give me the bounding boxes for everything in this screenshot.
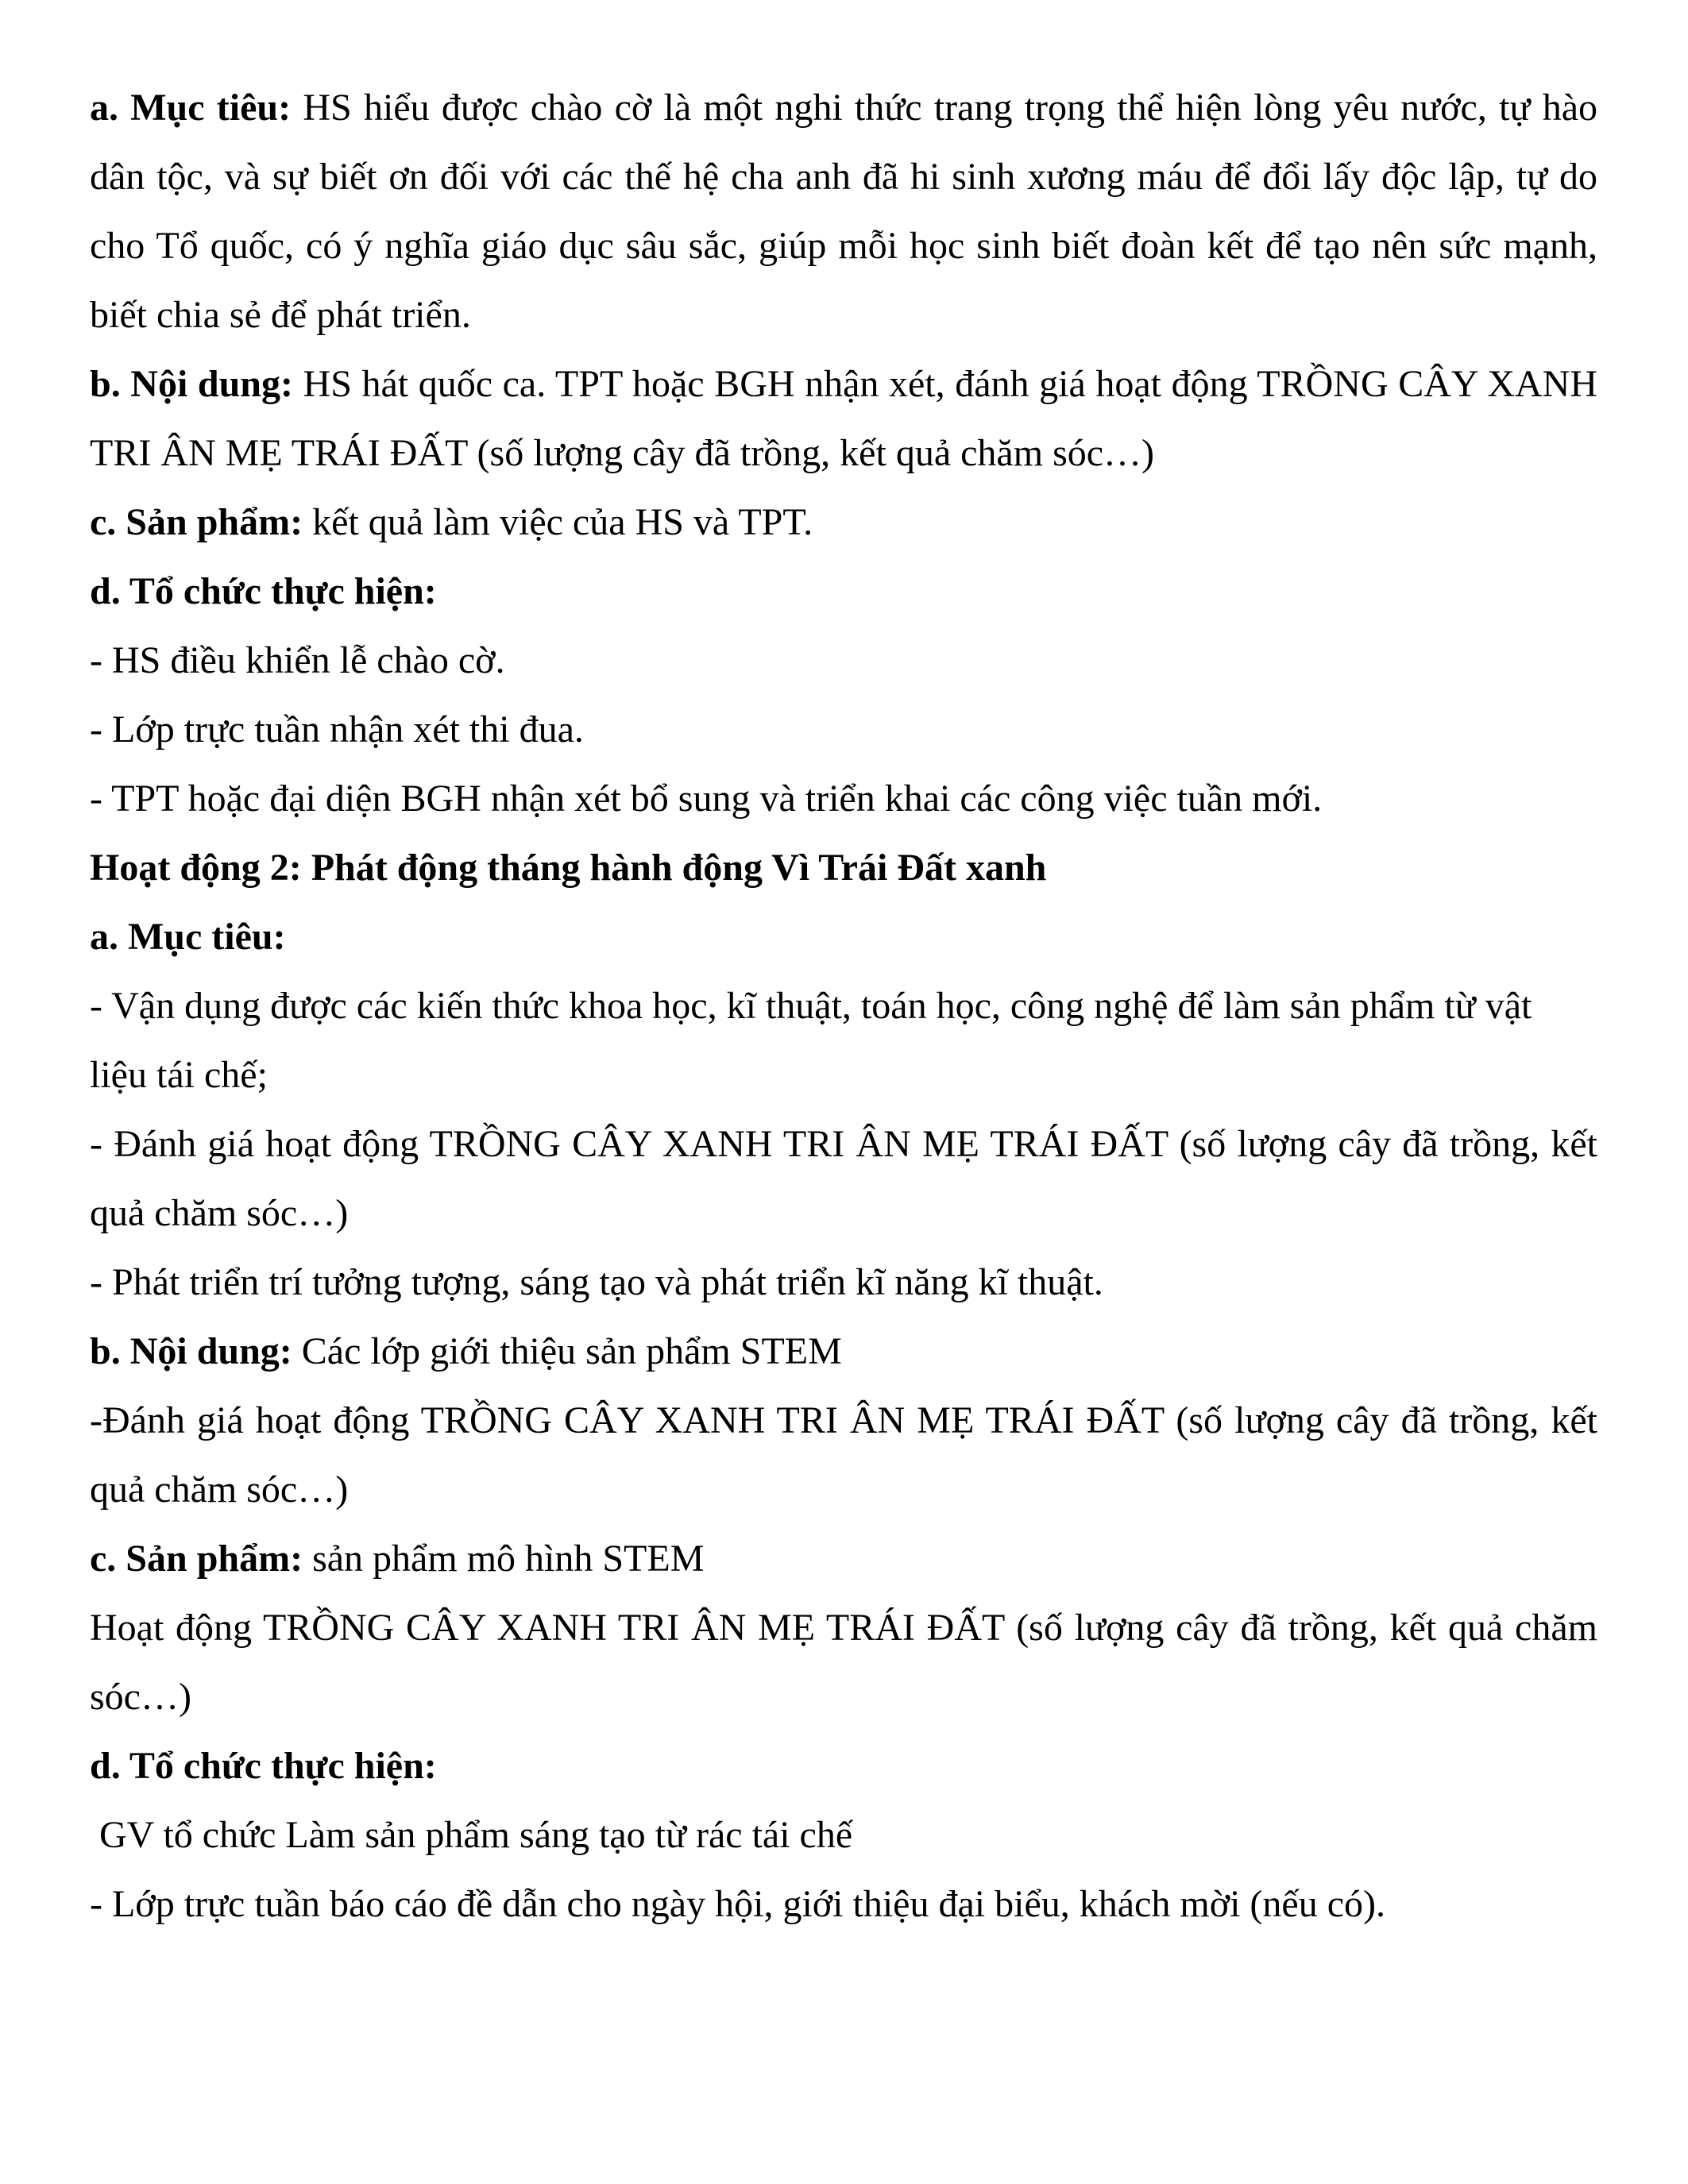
para-san-pham-c bbox=[90, 488, 1597, 557]
para-text: - TPT hoặc đại diện BGH nhận xét bổ sung và triển khai các công việc tuần mới. bbox=[90, 778, 1323, 820]
para-text: sản phẩm mô hình STEM bbox=[312, 1538, 705, 1580]
para-text: kết quả làm việc của HS và TPT. bbox=[312, 501, 813, 543]
para-dash-chao-co bbox=[90, 626, 1597, 695]
para-hoat-dong-trong-cay bbox=[90, 1593, 1597, 1731]
para-dash-danh-gia-2 bbox=[90, 1386, 1597, 1524]
para-text: Các lớp giới thiệu sản phẩm STEM bbox=[301, 1330, 842, 1372]
para-text: - Lớp trực tuần báo cáo đề dẫn cho ngày hội, giới thiệu đại biểu, khách mời (nếu có). bbox=[90, 1883, 1385, 1925]
para-text: HS hát quốc ca. TPT hoặc BGH nhận xét, đánh giá hoạt động TRỒNG CÂY XANH TRI ÂN MẸ TRÁI ĐẤT (số lượng cây đã trồng, kết quả chăm sóc…) bbox=[90, 363, 1597, 474]
para-text: Hoạt động TRỒNG CÂY XANH TRI ÂN MẸ TRÁI ĐẤT (số lượng cây đã trồng, kết quả chăm sóc…) bbox=[90, 1607, 1597, 1718]
para-lead-bold: a. Mục tiêu: bbox=[90, 87, 303, 129]
para-text: - HS điều khiển lễ chào cờ. bbox=[90, 639, 505, 681]
para-text: - Phát triển trí tưởng tượng, sáng tạo và phát triển kĩ năng kĩ thuật. bbox=[90, 1261, 1103, 1303]
para-dash-van-dung bbox=[90, 971, 1597, 1109]
para-to-chuc-d bbox=[90, 557, 1597, 626]
para-dash-lop-truc-tuan bbox=[90, 1870, 1597, 1939]
para-muc-tieu-a2 bbox=[90, 902, 1597, 971]
para-lead-bold: b. Nội dung: bbox=[90, 363, 303, 405]
para-dash-danh-gia bbox=[90, 1109, 1597, 1248]
para-text: GV tổ chức Làm sản phẩm sáng tạo từ rác tái chế bbox=[99, 1814, 853, 1856]
para-noi-dung-b bbox=[90, 349, 1597, 488]
para-text: - Vận dụng được các kiến thức khoa học, kĩ thuật, toán học, công nghệ để làm sản phẩm từ vật liệu tái chế; bbox=[90, 985, 1532, 1096]
para-to-chuc-d2 bbox=[90, 1731, 1597, 1800]
para-text: HS hiểu được chào cờ là một nghi thức trang trọng thể hiện lòng yêu nước, tự hào dân tộc, và sự biết ơn đối với các thế hệ cha anh đã hi sinh xương máu để đổi lấy độc lập, tự do cho Tổ quốc, có ý nghĩa giáo dục sâu sắc, giúp mỗi học sinh biết đoàn kết để tạo nên sức mạnh, biết chia sẻ để phát triển. bbox=[90, 87, 1598, 336]
para-lead-bold: b. Nội dung: bbox=[90, 1330, 302, 1372]
para-lead-bold: d. Tổ chức thực hiện: bbox=[90, 570, 437, 612]
para-gv-to-chuc bbox=[90, 1800, 1597, 1870]
para-dash-truc-tuan bbox=[90, 695, 1597, 764]
para-lead-bold: c. Sản phẩm: bbox=[90, 501, 313, 543]
para-san-pham-c2 bbox=[90, 1524, 1597, 1593]
para-lead-bold: c. Sản phẩm: bbox=[90, 1538, 313, 1580]
para-muc-tieu-a bbox=[90, 73, 1597, 349]
para-text: - Lớp trực tuần nhận xét thi đua. bbox=[90, 708, 584, 751]
para-text: -Đánh giá hoạt động TRỒNG CÂY XANH TRI ÂN MẸ TRÁI ĐẤT (số lượng cây đã trồng, kết quả chăm sóc…) bbox=[90, 1399, 1597, 1511]
para-text: - Đánh giá hoạt động TRỒNG CÂY XANH TRI ÂN MẸ TRÁI ĐẤT (số lượng cây đã trồng, kết quả chăm sóc…) bbox=[90, 1123, 1597, 1234]
heading-hoat-dong-2 bbox=[90, 833, 1597, 902]
para-lead-bold: a. Mục tiêu: bbox=[90, 916, 286, 958]
heading-bold: Hoạt động 2: Phát động tháng hành động Vì Trái Đất xanh bbox=[90, 847, 1047, 889]
para-lead-bold: d. Tổ chức thực hiện: bbox=[90, 1745, 437, 1787]
para-dash-tpt-bgh bbox=[90, 764, 1597, 833]
para-noi-dung-b2 bbox=[90, 1317, 1597, 1386]
para-dash-phat-trien bbox=[90, 1248, 1597, 1317]
